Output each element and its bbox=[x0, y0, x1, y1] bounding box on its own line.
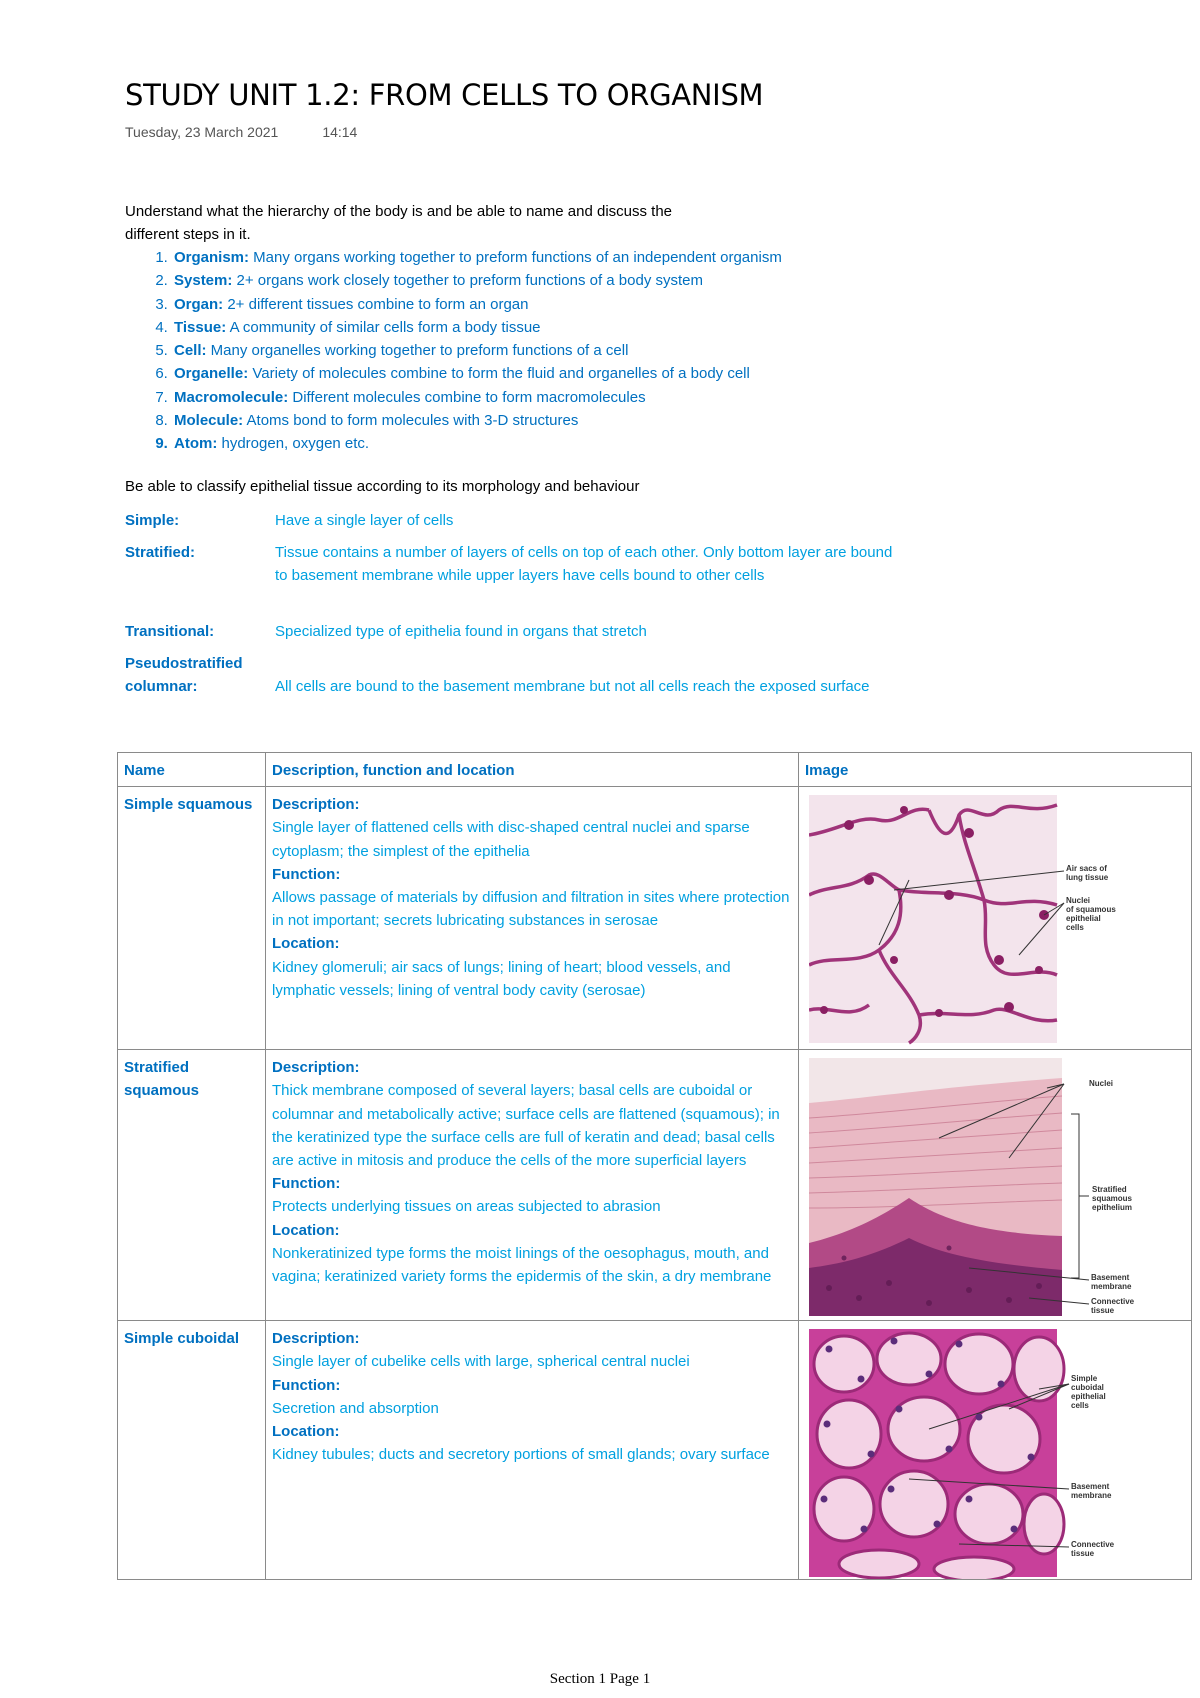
hierarchy-term: Tissue: bbox=[174, 318, 227, 336]
hierarchy-text: Different molecules combine to form macromolecules bbox=[288, 388, 646, 406]
classify-heading: Be able to classify epithelial tissue according to its morphology and behaviour bbox=[125, 478, 640, 495]
table-row bbox=[118, 1321, 1192, 1580]
hierarchy-term: Organ: bbox=[174, 295, 224, 313]
hierarchy-text: Atoms bond to form molecules with 3-D structures bbox=[243, 412, 579, 430]
image-label-2: Nuclei of squamous epithelial cells bbox=[1066, 896, 1116, 933]
hierarchy-term: Molecule: bbox=[174, 412, 244, 430]
tissue-name: Simple cuboidal bbox=[118, 1321, 266, 1580]
intro-line-1: Understand what the hierarchy of the body is and be able to name and discuss the bbox=[125, 203, 673, 220]
classify-term: Stratified: bbox=[125, 544, 196, 561]
tissue-image-cell bbox=[799, 1321, 1192, 1580]
hierarchy-text: Many organelles working together to preform functions of a cell bbox=[206, 342, 629, 360]
micrograph-simple-cuboidal bbox=[805, 1327, 1185, 1575]
description-label: Description: bbox=[272, 1330, 360, 1348]
tissue-details bbox=[266, 787, 799, 1050]
location-label: Location: bbox=[272, 1423, 340, 1441]
function-label: Function: bbox=[272, 1175, 341, 1193]
image-label-4: Connective tissue bbox=[1091, 1297, 1135, 1316]
table-header-row bbox=[118, 753, 1192, 787]
classify-term: Simple: bbox=[125, 512, 180, 529]
image-label-3: Connective tissue bbox=[1071, 1540, 1115, 1559]
classify-desc: Specialized type of epithelia found in organs that stretch bbox=[275, 623, 647, 640]
image-label-2: Basement membrane bbox=[1071, 1482, 1112, 1501]
hierarchy-term: Cell: bbox=[174, 342, 207, 360]
tissue-image-cell bbox=[799, 1050, 1192, 1321]
note-date: Tuesday, 23 March 2021 bbox=[125, 124, 279, 140]
page-title: STUDY UNIT 1.2: FROM CELLS TO ORGANISM bbox=[125, 78, 764, 112]
table-header-desc: Description, function and location bbox=[266, 753, 799, 787]
list-item bbox=[172, 432, 782, 455]
function-text: Allows passage of materials by diffusion and filtration in sites where protection in not important; secrets lubricating substances in serosae bbox=[272, 889, 790, 930]
image-label-3: Basement membrane bbox=[1091, 1273, 1132, 1292]
location-text: Kidney glomeruli; air sacs of lungs; lining of heart; blood vessels, and lymphatic vessels; lining of ventral body cavity (serosae) bbox=[272, 958, 731, 999]
classify-desc: Tissue contains a number of layers of cells on top of each other. Only bottom layer are bound to basement membrane while upper layers have cells bound to other cells bbox=[275, 544, 893, 584]
table-header-image: Image bbox=[799, 753, 1192, 787]
list-item bbox=[172, 362, 782, 385]
image-label-1: Air sacs of lung tissue bbox=[1066, 864, 1109, 883]
hierarchy-text: 2+ organs work closely together to preform functions of a body system bbox=[232, 272, 704, 290]
function-text: Protects underlying tissues on areas subjected to abrasion bbox=[272, 1198, 661, 1216]
function-label: Function: bbox=[272, 865, 341, 883]
list-item bbox=[172, 269, 782, 292]
note-time: 14:14 bbox=[322, 124, 358, 140]
location-text: Kidney tubules; ducts and secretory portions of small glands; ovary surface bbox=[272, 1446, 770, 1464]
list-item bbox=[172, 339, 782, 362]
tissue-name: Simple squamous bbox=[118, 787, 266, 1050]
micrograph-stratified-squamous bbox=[805, 1056, 1185, 1316]
hierarchy-term: Organelle: bbox=[174, 365, 249, 383]
tissue-image-cell bbox=[799, 787, 1192, 1050]
tissue-name: Stratified squamous bbox=[118, 1050, 266, 1321]
list-item bbox=[172, 386, 782, 409]
image-label-1: Nuclei bbox=[1089, 1079, 1114, 1089]
list-item bbox=[172, 293, 782, 316]
micrograph-background bbox=[809, 795, 1057, 1043]
intro-text bbox=[125, 200, 825, 246]
micrograph-figure bbox=[809, 1058, 1169, 1318]
tissue-details bbox=[266, 1050, 799, 1321]
hierarchy-term: Macromolecule: bbox=[174, 388, 289, 406]
description-label: Description: bbox=[272, 1059, 360, 1077]
location-label: Location: bbox=[272, 935, 340, 953]
table-row bbox=[118, 787, 1192, 1050]
tissue-details bbox=[266, 1321, 799, 1580]
list-item bbox=[172, 316, 782, 339]
hierarchy-term: Organism: bbox=[174, 249, 250, 266]
image-label-2: Stratified squamous epithelium bbox=[1092, 1185, 1133, 1213]
table-row bbox=[118, 1050, 1192, 1321]
hierarchy-term: System: bbox=[174, 272, 233, 290]
hierarchy-text: Variety of molecules combine to form the fluid and organelles of a body cell bbox=[248, 365, 750, 383]
description-text: Single layer of flattened cells with disc-shaped central nuclei and sparse cytoplasm; the simplest of the epithelia bbox=[272, 819, 750, 860]
hierarchy-text: Many organs working together to preform functions of an independent organism bbox=[249, 249, 782, 266]
description-text: Single layer of cubelike cells with large, spherical central nuclei bbox=[272, 1353, 690, 1371]
location-text: Nonkeratinized type forms the moist linings of the oesophagus, mouth, and vagina; keratinized variety forms the epidermis of the skin, a dry membrane bbox=[272, 1244, 772, 1286]
page-footer: Section 1 Page 1 bbox=[549, 1671, 651, 1687]
hierarchy-text: hydrogen, oxygen etc. bbox=[217, 435, 370, 453]
hierarchy-text: 2+ different tissues combine to form an organ bbox=[223, 295, 529, 313]
hierarchy-list bbox=[125, 246, 782, 456]
micrograph-simple-squamous bbox=[805, 793, 1185, 1045]
function-label: Function: bbox=[272, 1376, 341, 1394]
hierarchy-text: A community of similar cells form a body tissue bbox=[226, 318, 541, 336]
list-item bbox=[172, 246, 782, 269]
note-datetime bbox=[125, 124, 357, 140]
hierarchy-term: Atom: bbox=[174, 435, 218, 453]
function-text: Secretion and absorption bbox=[272, 1399, 439, 1417]
list-item bbox=[172, 409, 782, 432]
table-header-name: Name bbox=[118, 753, 266, 787]
classify-term: Transitional: bbox=[125, 623, 215, 640]
micrograph-figure bbox=[809, 1329, 1169, 1579]
classify-desc: All cells are bound to the basement membrane but not all cells reach the exposed surface bbox=[275, 678, 870, 695]
classify-term: Pseudostratified columnar: bbox=[125, 655, 243, 695]
classify-desc: Have a single layer of cells bbox=[275, 512, 454, 529]
description-label: Description: bbox=[272, 796, 360, 814]
description-text: Thick membrane composed of several layers; basal cells are cuboidal or columnar and metabolically active; surface cells are flattened (squamous); in the keratinized type the surface cells are full of keratin and dead; basal cells are active in mitosis and produce the cells of the more superficial layers bbox=[272, 1082, 780, 1170]
micrograph-figure bbox=[809, 795, 1169, 1045]
epithelia-table bbox=[117, 752, 1192, 1580]
location-label: Location: bbox=[272, 1221, 340, 1239]
image-label-1: Simple cuboidal epithelial cells bbox=[1071, 1374, 1106, 1411]
intro-line-2: different steps in it. bbox=[125, 226, 251, 243]
